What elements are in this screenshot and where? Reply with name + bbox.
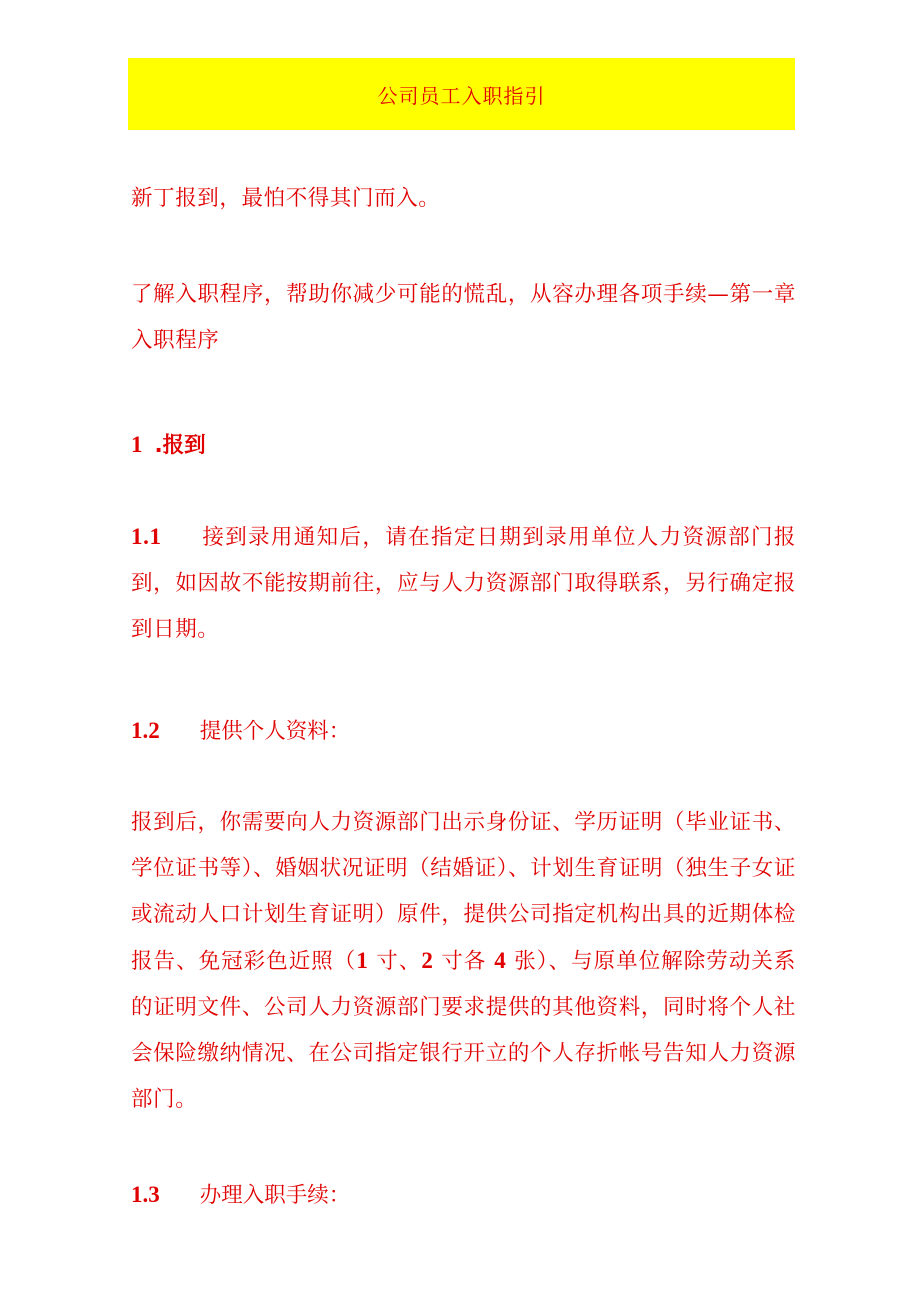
section-1-1-number: 1.1 bbox=[131, 524, 162, 549]
section-1-2-title: 提供个人资料： bbox=[199, 719, 351, 744]
section-1-number: 1 bbox=[131, 432, 143, 457]
section-1-3-title: 办理入职手续： bbox=[199, 1183, 351, 1208]
section-1-2-heading bbox=[131, 708, 350, 755]
document-title: 公司员工入职指引 bbox=[377, 83, 546, 108]
title-banner bbox=[128, 58, 795, 130]
section-1-3-number: 1.3 bbox=[131, 1182, 160, 1207]
section-1-3-heading bbox=[131, 1172, 350, 1219]
body-part-1: 报到后，你需要向人力资源部门出示身份证、学历证明（毕业证书、学位证书等）、婚姻状况证明（结婚证）、计划生育证明（独生子女证或流动人口计划生育证明）原件，提供公司指定机构出具的近期体检报告、免冠彩色近照（ bbox=[131, 810, 796, 974]
body-number-2: 2 bbox=[421, 948, 434, 973]
body-number-1: 1 bbox=[356, 948, 369, 973]
intro-line-1: 新丁报到，最怕不得其门而入。 bbox=[131, 186, 441, 211]
section-1-2-body bbox=[131, 800, 796, 1123]
intro-line-2: 了解入职程序，帮助你减少可能的慌乱，从容办理各项手续—第一章入职程序 bbox=[131, 282, 796, 353]
body-number-3: 4 bbox=[494, 948, 507, 973]
section-1-1-text: 接到录用通知后，请在指定日期到录用单位人力资源部门报到，如因故不能按期前往，应与人力资源部门取得联系，另行确定报到日期。 bbox=[131, 525, 796, 642]
section-1-1-paragraph bbox=[131, 514, 796, 653]
body-part-2: 寸、 bbox=[368, 949, 422, 974]
section-1-title: .报到 bbox=[154, 433, 206, 458]
section-1-2-number: 1.2 bbox=[131, 718, 160, 743]
body-part-3: 寸各 bbox=[433, 949, 495, 974]
section-1-heading bbox=[131, 422, 206, 469]
body-part-4: 张）、与原单位解除劳动关系的证明文件、公司人力资源部门要求提供的其他资料，同时将个人社会保险缴纳情况、在公司指定银行开立的个人存折帐号告知人力资源部门。 bbox=[131, 949, 796, 1112]
